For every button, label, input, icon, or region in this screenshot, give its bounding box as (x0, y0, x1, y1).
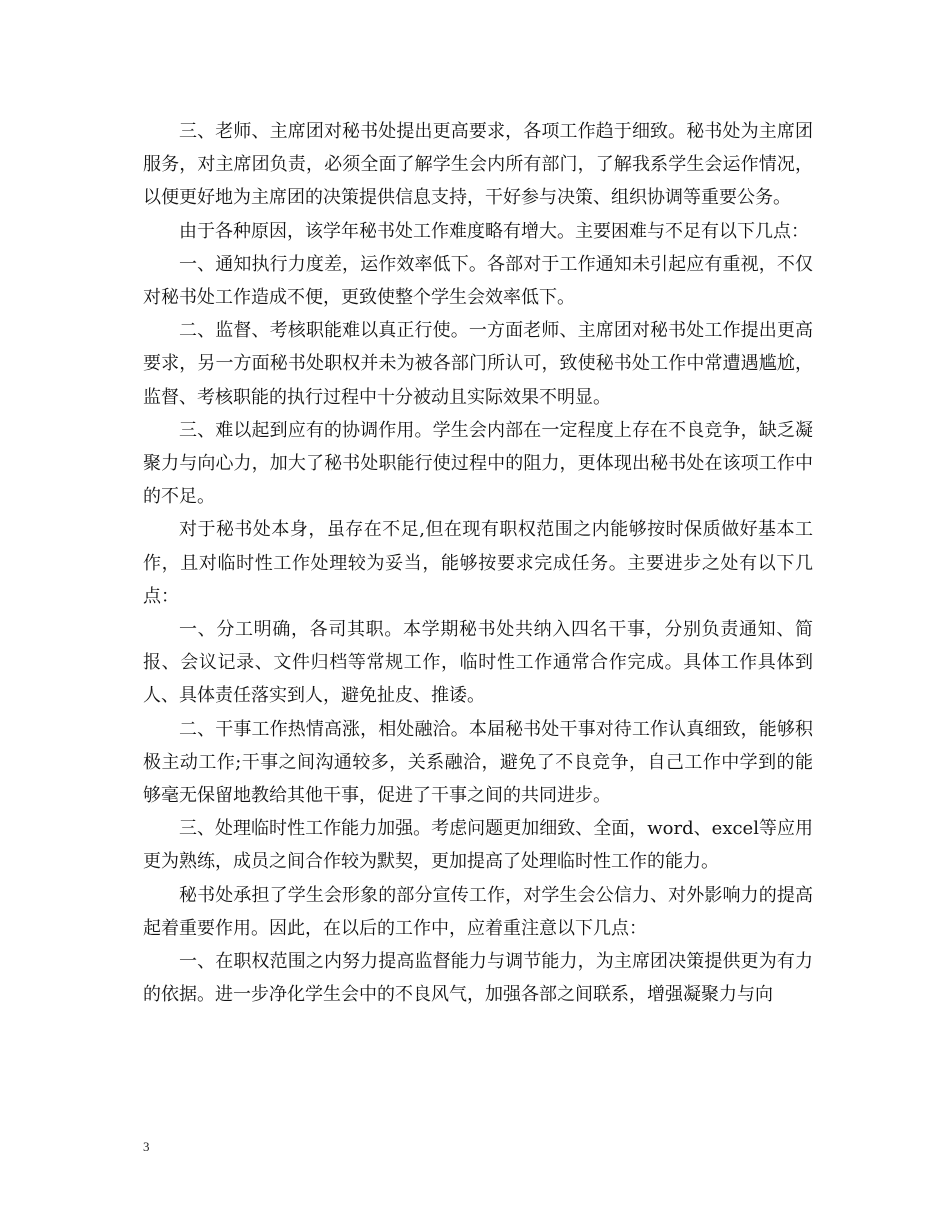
paragraph-4: 二、监督、考核职能难以真正行使。一方面老师、主席团对秘书处工作提出更高要求，另一方面秘书处职权并未为被各部门所认可，致使秘书处工作中常遭遇尴尬，监督、考核职能的执行过程中十分被动且实际效果不明显。 (143, 320, 813, 408)
paragraph-10: 秘书处承担了学生会形象的部分宣传工作，对学生会公信力、对外影响力的提高起着重要作用。因此，在以后的工作中，应着重注意以下几点： (143, 884, 813, 939)
paragraph-2: 由于各种原因，该学年秘书处工作难度略有增大。主要困难与不足有以下几点： (179, 220, 809, 242)
paragraph-8: 二、干事工作热情高涨，相处融洽。本届秘书处干事对待工作认真细致，能够积极主动工作;干事之间沟通较多，关系融洽，避免了不良竞争，自己工作中学到的能够毫无保留地教给其他干事，促进了干事之间的共同进步。 (143, 718, 813, 807)
paragraph-5: 三、难以起到应有的协调作用。学生会内部在一定程度上存在不良竞争，缺乏凝聚力与向心力，加大了秘书处职能行使过程中的阻力，更体现出秘书处在该项工作中的不足。 (143, 419, 813, 508)
paragraph-7: 一、分工明确，各司其职。本学期秘书处共纳入四名干事，分别负责通知、简报、会议记录、文件归档等常规工作，临时性工作通常合作完成。具体工作具体到人、具体责任落实到人，避免扯皮、推诿。 (143, 619, 813, 707)
paragraph-6: 对于秘书处本身，虽存在不足,但在现有职权范围之内能够按时保质做好基本工作，且对临时性工作处理较为妥当，能够按要求完成任务。主要进步之处有以下几点： (143, 519, 813, 607)
document-body (143, 115, 813, 1011)
paragraph-1: 三、老师、主席团对秘书处提出更高要求，各项工作趋于细致。秘书处为主席团服务，对主席团负责，必须全面了解学生会内所有部门，了解我系学生会运作情况，以便更好地为主席团的决策提供信息支持，干好参与决策、组织协调等重要公务。 (143, 121, 813, 209)
paragraph-11: 一、在职权范围之内努力提高监督能力与调节能力，为主席团决策提供更为有力的依据。进一步净化学生会中的不良风气，加强各部之间联系，增强凝聚力与向 (143, 951, 813, 1006)
paragraph-3: 一、通知执行力度差，运作效率低下。各部对于工作通知未引起应有重视，不仅对秘书处工作造成不便，更致使整个学生会效率低下。 (143, 253, 813, 309)
paragraph-9: 三、处理临时性工作能力加强。考虑问题更加细致、全面，word、excel等应用更为熟练，成员之间合作较为默契，更加提高了处理临时性工作的能力。 (143, 818, 813, 873)
page-number: 3 (143, 1139, 150, 1154)
